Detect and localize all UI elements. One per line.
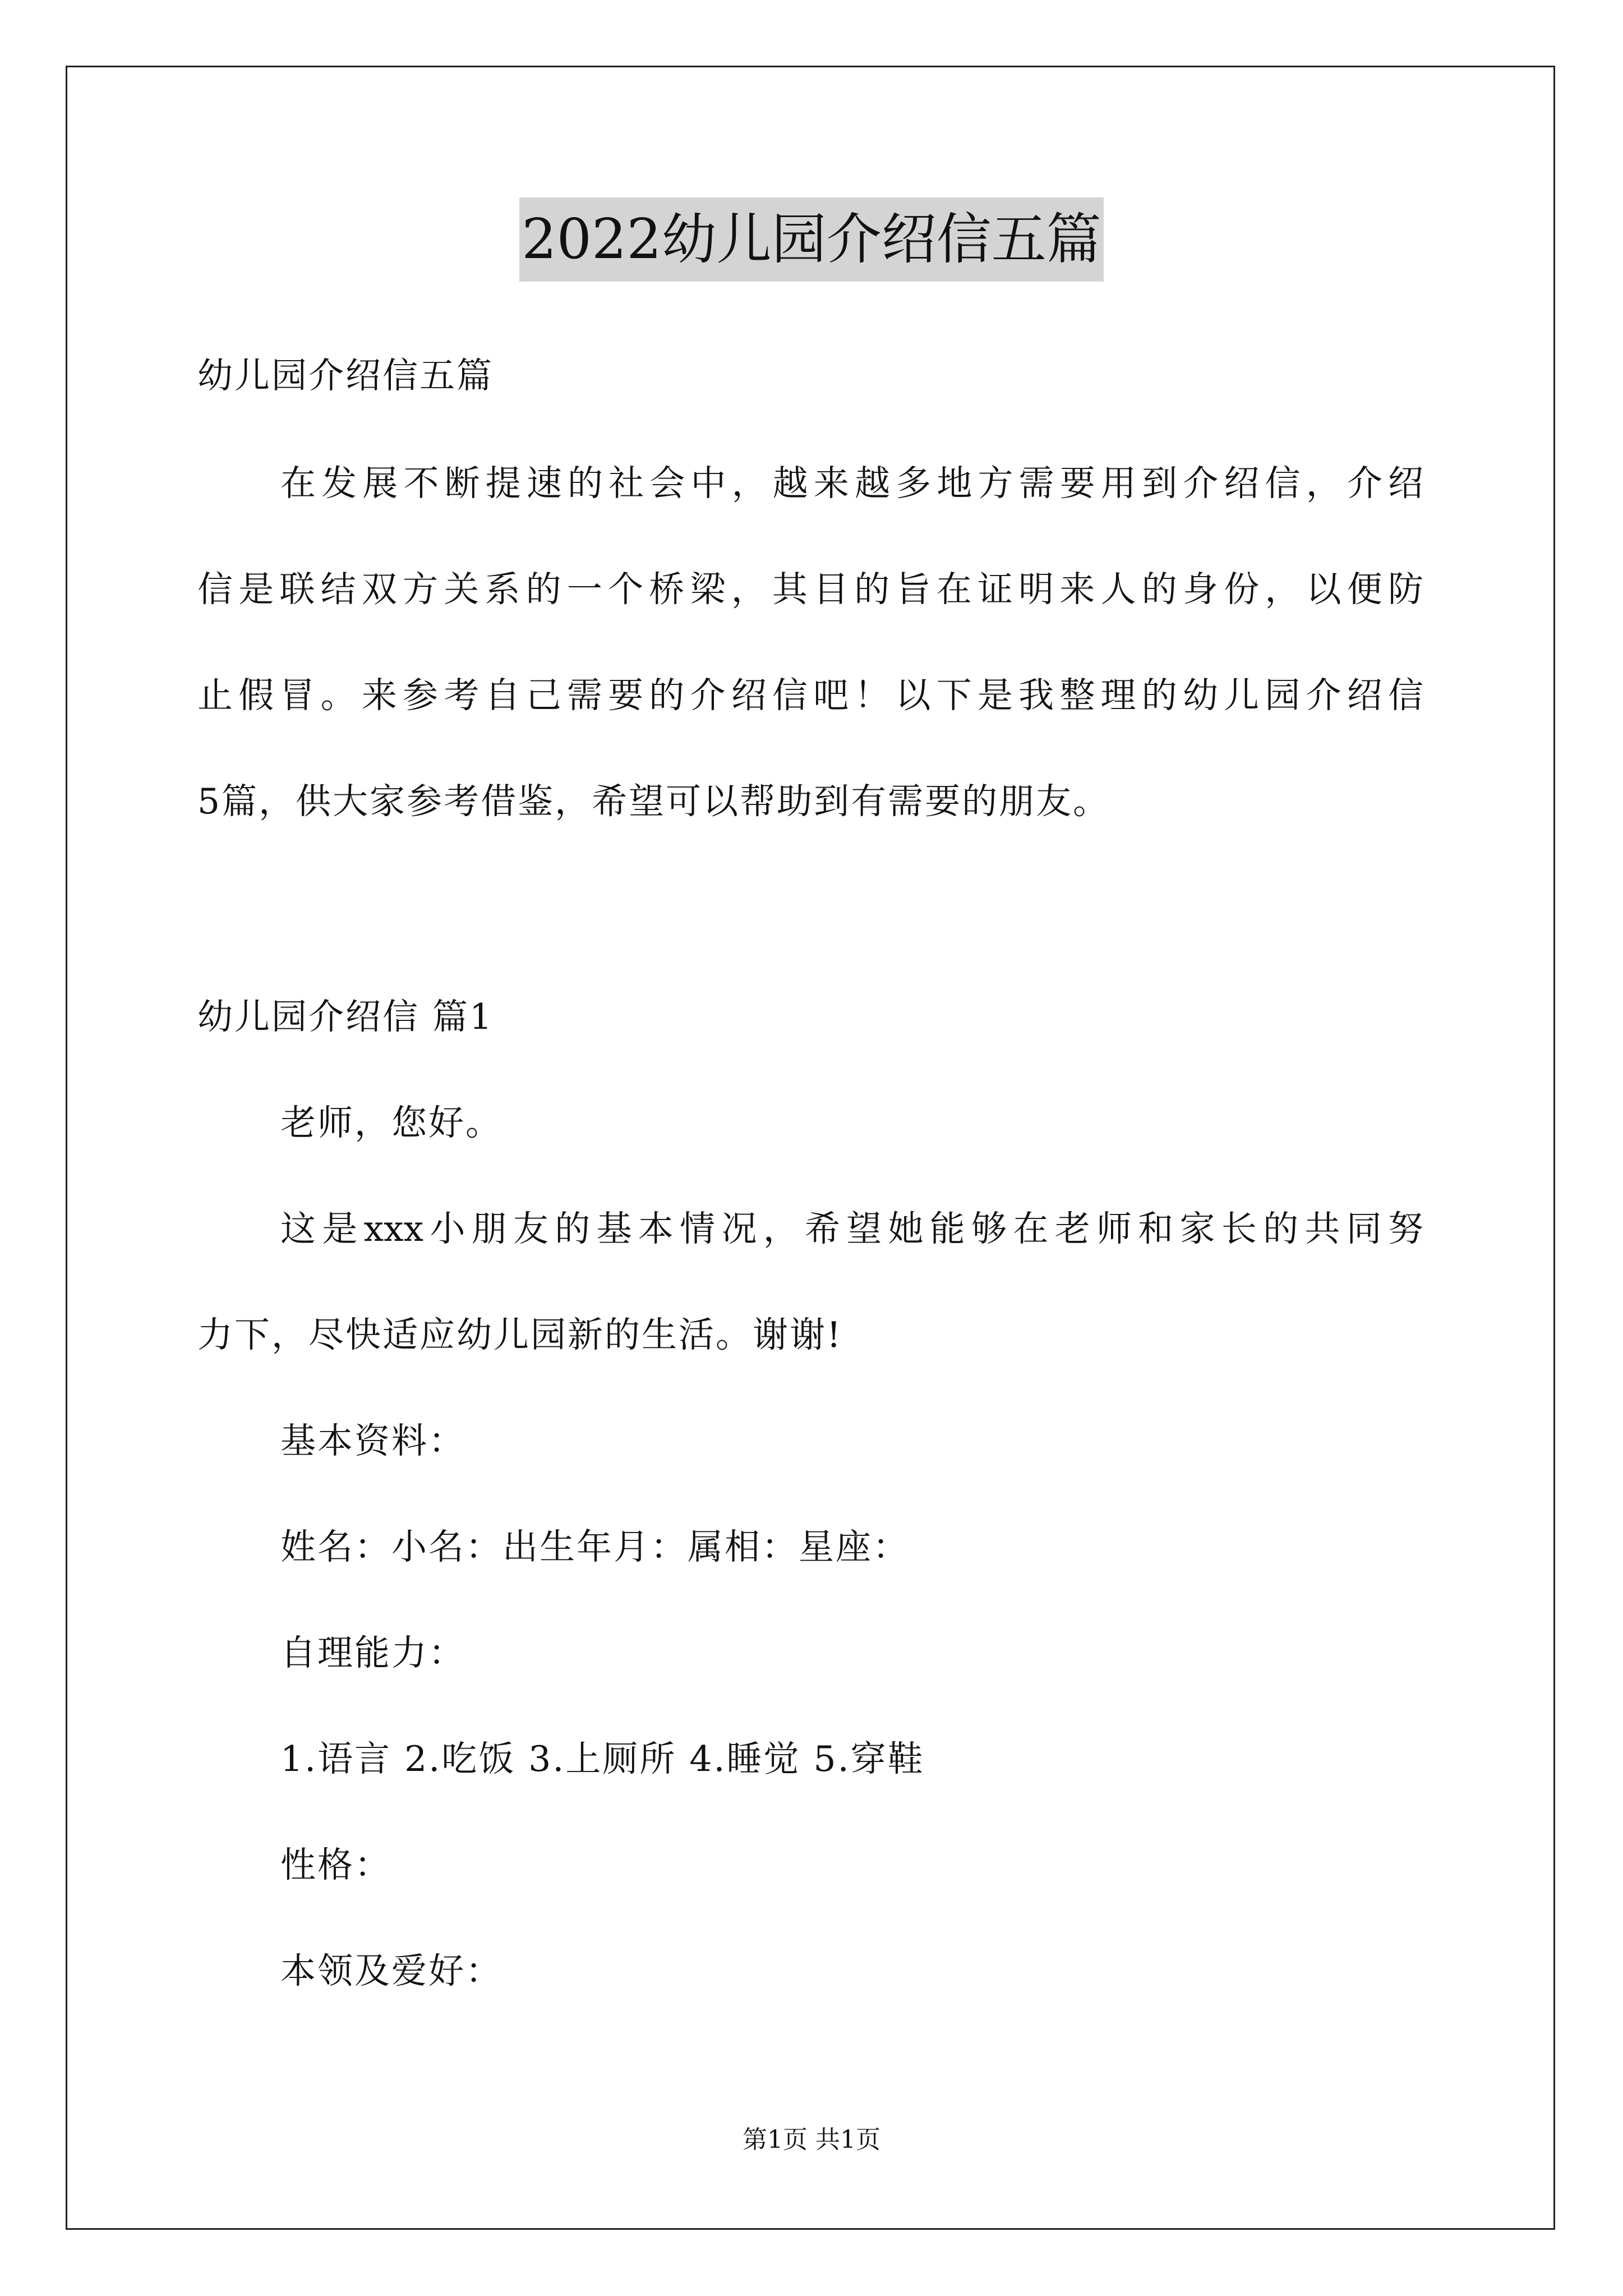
intro-line-2: 信是联结双方关系的一个桥梁，其目的旨在证明来人的身份，以便防 xyxy=(197,569,1423,610)
skills-label: 本领及爱好： xyxy=(280,1950,502,1991)
self-care-label: 自理能力： xyxy=(280,1632,465,1673)
body-line-2: 力下，尽快适应幼儿园新的生活。谢谢! xyxy=(197,1314,843,1355)
intro-line-3: 止假冒。来参考自己需要的介绍信吧！以下是我整理的幼儿园介绍信 xyxy=(197,675,1423,716)
section-heading: 幼儿园介绍信 篇1 xyxy=(197,996,494,1037)
intro-line-1: 在发展不断提速的社会中，越来越多地方需要用到介绍信，介绍 xyxy=(280,463,1423,504)
subtitle: 幼儿园介绍信五篇 xyxy=(197,355,494,396)
basic-info-label: 基本资料： xyxy=(280,1420,465,1461)
body-line-1: 这是xxx小朋友的基本情况，希望她能够在老师和家长的共同努 xyxy=(280,1208,1423,1249)
greeting: 老师，您好。 xyxy=(280,1102,502,1143)
personality-label: 性格： xyxy=(280,1844,391,1885)
self-care-items: 1.语言 2.吃饭 3.上厕所 4.睡觉 5.穿鞋 xyxy=(280,1738,925,1779)
title-container xyxy=(0,197,1623,282)
intro-line-4: 5篇，供大家参考借鉴，希望可以帮助到有需要的朋友。 xyxy=(197,781,1110,822)
document-title: 2022幼儿园介绍信五篇 xyxy=(519,197,1103,282)
page-indicator: 第1页 共1页 xyxy=(743,2125,880,2154)
fields-line: 姓名：小名：出生年月：属相：星座： xyxy=(280,1526,910,1567)
